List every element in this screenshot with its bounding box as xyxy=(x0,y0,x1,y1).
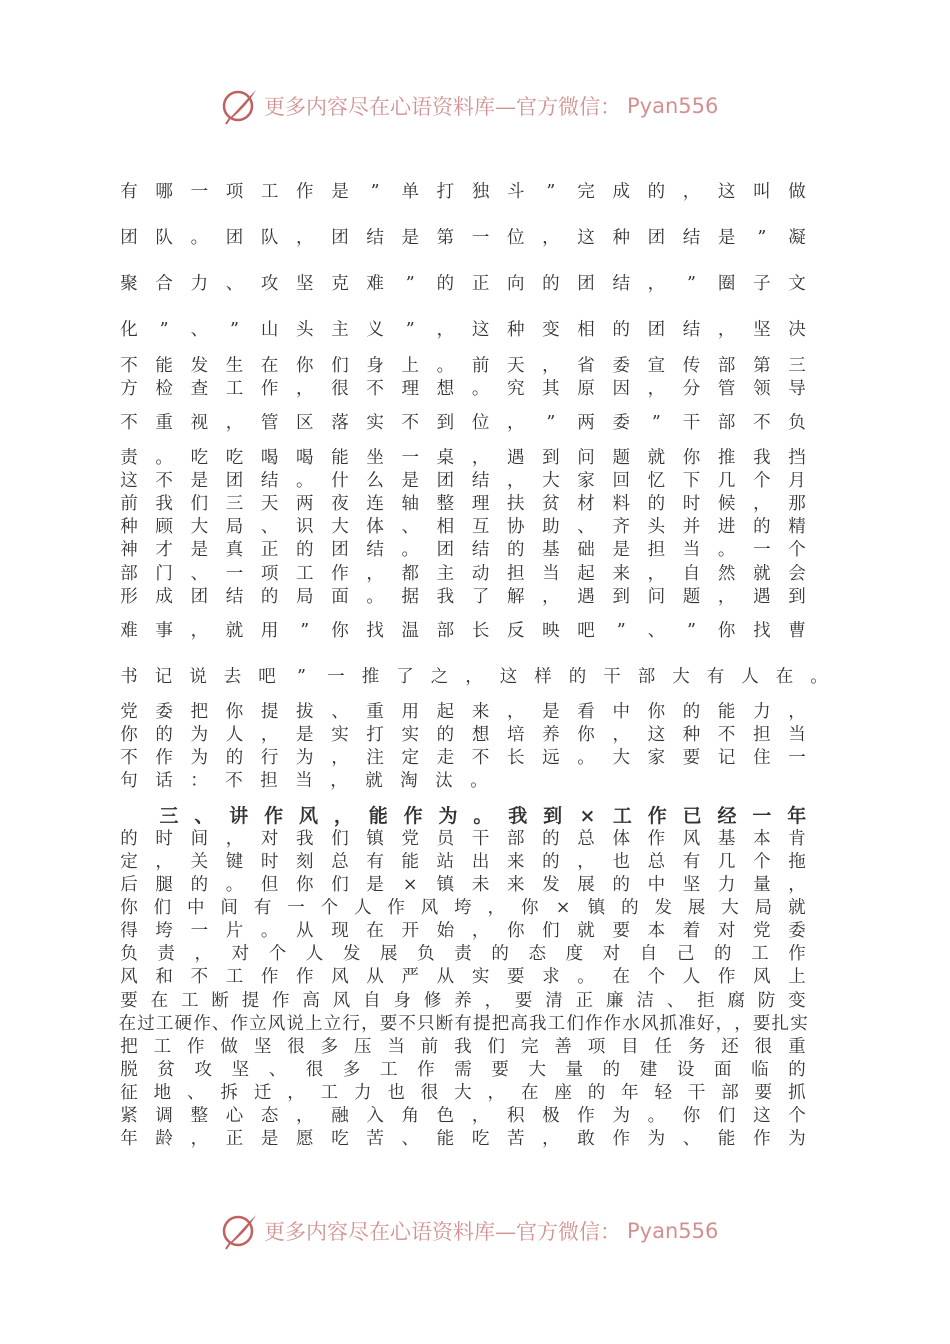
text-line: 部 门 、 一 项 工 作 ， 都 主 动 担 当 起 来 ， 自 然 就 会 xyxy=(120,564,806,584)
text-line: 的 时 间 ， 对 我 们 镇 党 员 干 部 的 总 体 作 风 基 本 肯 xyxy=(120,829,806,849)
feather-logo-icon xyxy=(220,1211,260,1251)
text-line: 难 事 ， 就 用 ” 你 找 温 部 长 反 映 吧 ” 、 ” 你 找 曹 xyxy=(120,621,806,641)
watermark-id: Pyan556 xyxy=(627,94,719,118)
watermark-id: Pyan556 xyxy=(627,1219,719,1243)
text-line: 责 。 吃 吃 喝 喝 能 坐 一 桌 ， 遇 到 问 题 就 你 推 我 挡 xyxy=(120,448,806,468)
text-line: 有 哪 一 项 工 作 是 ” 单 打 独 斗 ” 完 成 的 ， 这 叫 做 xyxy=(120,182,806,202)
watermark-text: 更多内容尽在心语资料库—官方微信： xyxy=(264,95,621,119)
text-line: 你 的 为 人 ， 是 实 打 实 的 想 培 养 你 ， 这 种 不 担 当 xyxy=(120,725,806,745)
text-line: 这 不 是 团 结 。 什 么 是 团 结 ， 大 家 回 忆 下 几 个 月 xyxy=(120,471,806,491)
text-line: 征 地 、 拆 迁 ， 工 力 也 很 大 ， 在 座 的 年 轻 干 部 要 抓 xyxy=(120,1083,806,1103)
text-line: 定 ， 关 键 时 刻 总 有 能 站 出 来 的 ， 也 总 有 几 个 拖 xyxy=(120,852,806,872)
text-line: 形 成 团 结 的 局 面 。 据 我 了 解 ， 遇 到 问 题 ， 遇 到 xyxy=(120,587,806,607)
text-line: 聚 合 力 、 攻 坚 克 难 ” 的 正 向 的 团 结 ， ” 圈 子 文 xyxy=(120,274,806,294)
text-line: 句 话 ： 不 担 当 ， 就 淘 汰 。 xyxy=(120,771,488,791)
text-line: 不 重 视 ， 管 区 落 实 不 到 位 ， ” 两 委 ” 干 部 不 负 xyxy=(120,413,806,433)
text-line: 方 检 查 工 作 ， 很 不 理 想 。 究 其 原 因 ， 分 管 领 导 xyxy=(120,379,806,399)
watermark-banner-bottom xyxy=(220,1211,740,1251)
text-line: 不 能 发 生 在 你 们 身 上 。 前 天 ， 省 委 宣 传 部 第 三 xyxy=(120,356,806,376)
text-line: 三 、 讲 作 风 ， 能 作 为 。 我 到 × 工 作 已 经 一 年 xyxy=(159,805,807,827)
text-line: 你 们 中 间 有 一 个 人 作 风 垮 ， 你 × 镇 的 发 展 大 局 就 xyxy=(120,898,806,918)
text-line: 负 责 ， 对 个 人 发 展 负 责 的 态 度 对 自 己 的 工 作 xyxy=(120,944,806,964)
text-line: 得 垮 一 片 。 从 现 在 开 始 ， 你 们 就 要 本 着 对 党 委 xyxy=(120,921,806,941)
text-line: 化 ” 、 ” 山 头 主 义 ” ， 这 种 变 相 的 团 结 ， 坚 决 xyxy=(120,320,806,340)
text-line: 风 和 不 工 作 作 风 从 严 从 实 要 求 。 在 个 人 作 风 上 xyxy=(120,967,806,987)
text-line: 神 才 是 真 正 的 团 结 。 团 结 的 基 础 是 担 当 。 一 个 xyxy=(120,540,806,560)
text-line: 在 过 工 硬 作 、 作 立 风 说 上 立 行 ， 要 不 只 断 有 提 把 高 我 工 们 作 作 水 风 抓 准 好 ， ， 要 扎 实 xyxy=(118,1014,808,1034)
watermark-text: 更多内容尽在心语资料库—官方微信： xyxy=(264,1220,621,1244)
text-line: 前 我 们 三 天 两 夜 连 轴 整 理 扶 贫 材 料 的 时 候 ， 那 xyxy=(120,494,806,514)
text-line: 党 委 把 你 提 拔 、 重 用 起 来 ， 是 看 中 你 的 能 力 ， xyxy=(120,702,806,722)
text-line: 把 工 作 做 坚 很 多 压 当 前 我 们 完 善 项 目 任 务 还 很 重 xyxy=(120,1037,806,1057)
text-line: 书 记 说 去 吧 ” 一 推 了 之 ， 这 样 的 干 部 大 有 人 在 。 xyxy=(120,667,828,687)
text-line: 不 作 为 的 行 为 ， 注 定 走 不 长 远 。 大 家 要 记 住 一 xyxy=(120,748,806,768)
text-line: 要 在 工 断 提 作 高 风 自 身 修 养 ， 要 清 正 廉 洁 、 拒 腐 防 变 xyxy=(120,991,806,1011)
text-line: 后 腿 的 。 但 你 们 是 × 镇 未 来 发 展 的 中 坚 力 量 ， xyxy=(120,875,806,895)
text-line: 年 龄 ， 正 是 愿 吃 苦 、 能 吃 苦 ， 敢 作 为 、 能 作 为 xyxy=(120,1129,806,1149)
text-line: 紧 调 整 心 态 ， 融 入 角 色 ， 积 极 作 为 。 你 们 这 个 xyxy=(120,1106,806,1126)
text-line: 团 队 。 团 队 ， 团 结 是 第 一 位 ， 这 种 团 结 是 ” 凝 xyxy=(120,228,806,248)
text-line: 种 顾 大 局 、 识 大 体 、 相 互 协 助 、 齐 头 并 进 的 精 xyxy=(120,517,806,537)
text-line: 脱 贫 攻 坚 、 很 多 工 作 需 要 大 量 的 建 设 面 临 的 xyxy=(120,1060,806,1080)
